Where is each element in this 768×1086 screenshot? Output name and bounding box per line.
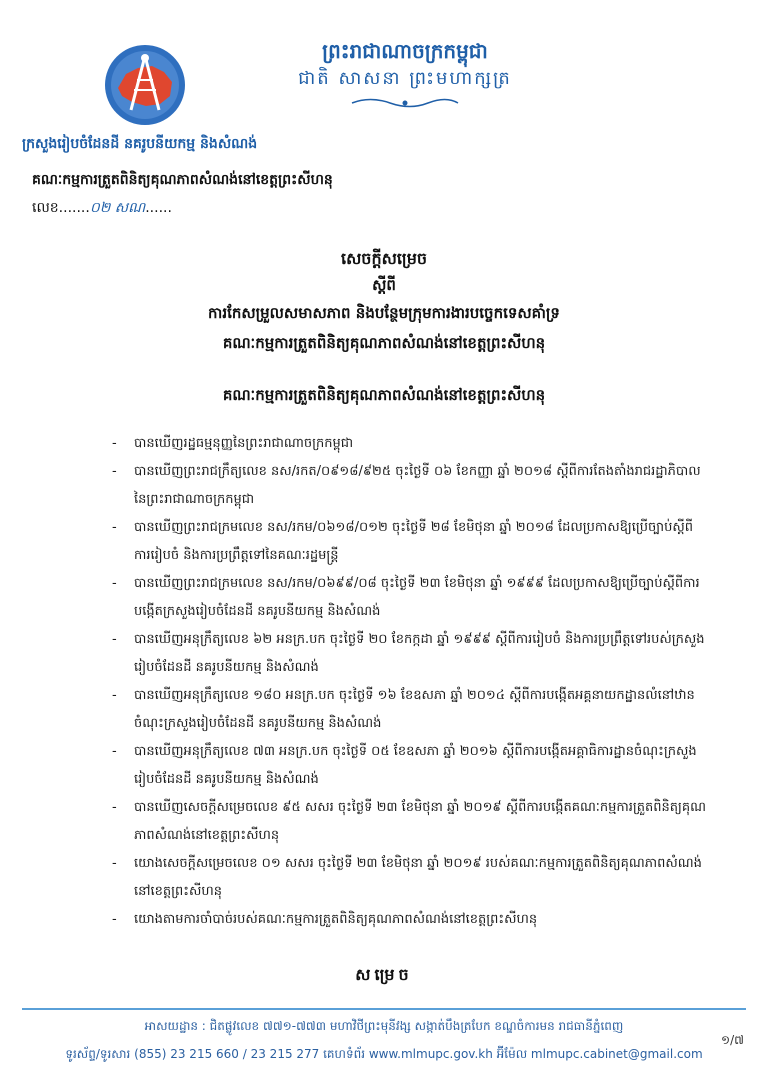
list-item: - បានឃើញសេចក្ដីសម្រេចលេខ ៩៥ សសរ ចុះថ្ងៃទី ២៣ ខែមិថុនា ឆ្នាំ ២០១៩ ស្ដីពីការបង្កើតគណៈកម្មការត្រួតពិនិត្យគុណភាពសំណង់នៅខេត្តព្រះសីហនុ <box>112 800 707 843</box>
national-motto: ជាតិ សាសនា ព្រះមហាក្សត្រ <box>298 68 512 89</box>
decision-title: សេចក្ដីសម្រេច <box>340 249 427 268</box>
ministry-name: ក្រសួងរៀបចំដែនដី នគរូបនីយកម្ម និងសំណង់ <box>22 136 258 152</box>
list-item: - បានឃើញព្រះរាជក្រមលេខ នស/រកម/០៦៩៩/០៨ ចុះថ្ងៃទី ២៣ ខែមិថុនា ឆ្នាំ ១៩៩៩ ដែលប្រកាសឱ្យប្រើច្បាប់ស្ដីពីការបង្កើតក្រសួងរៀបចំដែនដី នគរូបនីយកម្ម និងសំណង់ <box>112 576 700 619</box>
issuer-heading: គណៈកម្មការត្រួតពិនិត្យគុណភាពសំណង់នៅខេត្តព្រះសីហនុ <box>222 386 546 404</box>
reference-number: លេខ.......០២ សណ...... <box>32 200 172 216</box>
ornament-divider-icon <box>350 96 460 110</box>
list-item: - យោងតាមការចាំបាច់របស់គណៈកម្មការត្រួតពិនិត្យគុណភាពសំណង់នៅខេត្តព្រះសីហនុ <box>112 912 538 927</box>
decide-heading: សម្រេច <box>355 965 413 984</box>
list-item: - បានឃើញព្រះរាជក្រឹត្យលេខ នស/រកត/០៩១៨/៩២៥ ចុះថ្ងៃទី ០៦ ខែកញ្ញា ឆ្នាំ ២០១៨ ស្ដីពីការតែងតាំងរាជរដ្ឋាភិបាលនៃព្រះរាជាណាចក្រកម្ពុជា <box>112 464 701 507</box>
list-item: - បានឃើញរដ្ឋធម្មនុញ្ញនៃព្រះរាជាណាចក្រកម្ពុជា <box>112 436 354 451</box>
footer-address: អាសយដ្ឋាន : ជិតផ្លូវលេខ ៧៧១-៧៧៣ មហាវិថីព្រះមុនីវង្ស សង្កាត់បឹងត្របែក ខណ្ឌចំការមន រាជធានីភ្នំពេញ <box>144 1019 624 1033</box>
ministry-seal-icon <box>104 44 186 126</box>
committee-name: គណៈកម្មការត្រួតពិនិត្យគុណភាពសំណង់នៅខេត្តព្រះសីហនុ <box>32 172 333 188</box>
list-item: - បានឃើញព្រះរាជក្រមលេខ នស/រកម/០៦១៨/០១២ ចុះថ្ងៃទី ២៨ ខែមិថុនា ឆ្នាំ ២០១៨ ដែលប្រកាសឱ្យប្រើច្បាប់ស្ដីពីការរៀបចំ និងការប្រព្រឹត្តទៅនៃគណៈរដ្ឋមន្ត្រី <box>112 520 693 563</box>
about-label: ស្ដីពី <box>372 276 396 294</box>
reference-label: លេខ <box>32 200 59 216</box>
footer-contact: ទូរស័ព្ទ/ទូរសារ (855) 23 215 660 / 23 215 277 គេហទំព័រ www.mlmupc.gov.kh អ៊ីម៉ែល mlmupc.cabinet@gmail.com <box>65 1047 703 1061</box>
list-item: - បានឃើញអនុក្រឹត្យលេខ ៦២ អនក្រ.បក ចុះថ្ងៃទី ២០ ខែកក្កដា ឆ្នាំ ១៩៩៩ ស្ដីពីការរៀបចំ និងការប្រព្រឹត្តទៅរបស់ក្រសួងរៀបចំដែនដី នគរូបនីយកម្ម និងសំណង់ <box>112 632 705 675</box>
legal-basis-list <box>112 430 708 934</box>
list-item: - បានឃើញអនុក្រឹត្យលេខ ៧៣ អនក្រ.បក ចុះថ្ងៃទី ០៥ ខែឧសភា ឆ្នាំ ២០១៦ ស្ដីពីការបង្កើតអគ្គាធិការដ្ឋានចំណុះក្រសួងរៀបចំដែនដី នគរូបនីយកម្ម និងសំណង់ <box>112 744 697 787</box>
reference-value: ០២ សណ <box>89 200 146 216</box>
decision-subject-committee: គណៈកម្មការត្រួតពិនិត្យគុណភាពសំណង់នៅខេត្តព្រះសីហនុ <box>222 334 546 352</box>
list-item: - យោងសេចក្ដីសម្រេចលេខ ០១ សសរ ចុះថ្ងៃទី ២៣ ខែមិថុនា ឆ្នាំ ២០១៩ របស់គណៈកម្មការត្រួតពិនិត្យគុណភាពសំណង់នៅខេត្តព្រះសីហនុ <box>112 856 702 899</box>
list-item: - បានឃើញអនុក្រឹត្យលេខ ១៨០ អនក្រ.បក ចុះថ្ងៃទី ១៦ ខែឧសភា ឆ្នាំ ២០១៤ ស្ដីពីការបង្កើតអគ្គនាយកដ្ឋានលំនៅឋានចំណុះក្រសួងរៀបចំដែនដី នគរូបនីយកម្ម និងសំណង់ <box>112 688 695 731</box>
footer-divider <box>22 1008 746 1010</box>
page-number: ១/៧ <box>721 1033 744 1047</box>
kingdom-title: ព្រះរាជាណាចក្រកម្ពុជា <box>322 39 488 63</box>
decision-subject: ការកែសម្រួលសមាសភាព និងបន្ថែមក្រុមការងារបច្ចេកទេសគាំទ្រ <box>208 304 560 322</box>
